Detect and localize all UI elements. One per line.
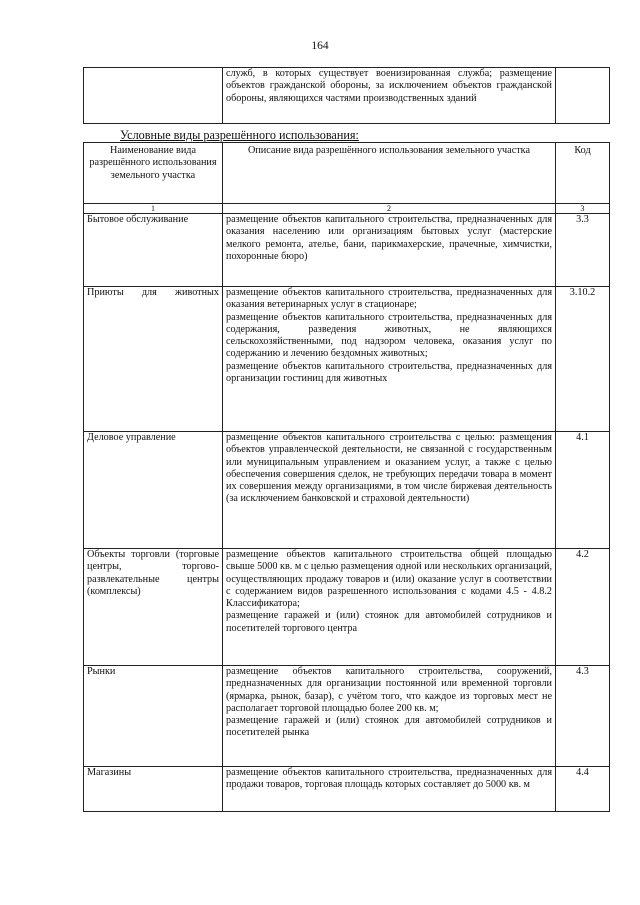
header-code: Код <box>556 143 610 204</box>
use-code-cell: 4.3 <box>556 666 610 767</box>
use-description-cell <box>223 549 556 666</box>
use-name-cell <box>84 432 223 549</box>
table-row <box>84 432 610 549</box>
description-paragraph: размещение объектов капитального строительства, предназначенных для содержания, разведения животных, не являющихся сельскохозяйственными, под надзором человека, оказания услуг по содержанию и лечению бездомных животных; <box>226 311 552 360</box>
use-description-cell <box>223 666 556 767</box>
column-number: 1 <box>84 204 223 214</box>
continuation-table <box>83 67 610 124</box>
use-name: Магазины <box>87 767 132 778</box>
header-name: Наименование вида разрешённого использования земельного участка <box>84 143 223 204</box>
description-paragraph: размещение объектов капитального строительства, предназначенных для оказания ветеринарных услуг в стационаре; <box>226 287 552 311</box>
description-paragraph: размещение объектов капитального строительства, сооружений, предназначенных для организации постоянной или временной торговли (ярмарка, рынок, базар), с учётом того, что каждое из торговых мест не располагает торговой площадью более 200 кв. м; <box>226 666 552 714</box>
use-name-cell <box>84 287 223 432</box>
use-description-cell <box>223 287 556 432</box>
description-paragraph: размещение объектов капитального строительства, предназначенных для организации гостиниц для животных <box>226 360 552 385</box>
description-paragraph: размещение гаражей и (или) стоянок для автомобилей сотрудников и посетителей торгового центра <box>226 610 552 634</box>
use-name: Бытовое обслуживание <box>87 214 189 225</box>
use-code-cell: 3.3 <box>556 214 610 287</box>
land-use-table <box>83 142 610 812</box>
description-paragraph: служб, в которых существует военизированная служба; размещение объектов гражданской обороны, за исключением объектов гражданской обороны, являющихся частями производственных зданий <box>226 68 552 104</box>
use-name: Объекты торговли (торговые центры, торгово-развлекательные центры (комплексы) <box>87 549 219 597</box>
table-row <box>84 214 610 287</box>
use-name: Приюты для животных <box>87 287 219 298</box>
use-name-cell <box>84 767 223 812</box>
continuation-description-cell <box>223 68 556 124</box>
header-row <box>84 143 610 204</box>
column-number-row <box>84 204 610 214</box>
column-number: 2 <box>223 204 556 214</box>
use-code-cell: 4.2 <box>556 549 610 666</box>
use-code-cell: 3.10.2 <box>556 287 610 432</box>
use-name: Рынки <box>87 666 116 677</box>
continuation-code-cell <box>556 68 610 124</box>
page-number: 164 <box>311 40 329 52</box>
use-name-cell <box>84 549 223 666</box>
table-row <box>84 287 610 432</box>
use-name-cell <box>84 666 223 767</box>
description-paragraph: размещение объектов капитального строительства, предназначенных для продажи товаров, торговая площадь которых составляет до 5000 кв. м <box>226 767 552 791</box>
section-title: Условные виды разрешённого использования: <box>120 128 359 142</box>
use-code-cell: 4.1 <box>556 432 610 549</box>
continuation-name-cell <box>84 68 223 124</box>
description-paragraph: размещение гаражей и (или) стоянок для автомобилей сотрудников и посетителей рынка <box>226 715 552 739</box>
table-row <box>84 68 610 124</box>
table-row <box>84 549 610 666</box>
use-description-cell <box>223 767 556 812</box>
use-description-cell <box>223 432 556 549</box>
use-name: Деловое управление <box>87 432 176 443</box>
description-paragraph: размещение объектов капитального строительства с целью: размещения объектов управленческой деятельности, не связанной с государственным или муниципальным управлением и оказанием услуг, а также с целью обеспечения совершения сделок, не требующих передачи товара в момент их совершения между организациями, в том числе биржевая деятельность (за исключением банковской и страховой деятельности) <box>226 432 552 505</box>
use-name-cell <box>84 214 223 287</box>
description-paragraph: размещение объектов капитального строительства общей площадью свыше 5000 кв. м с целью размещения одной или нескольких организаций, осуществляющих продажу товаров и (или) оказание услуг в соответствии с содержанием видов разрешенного использования с кодами 4.5 - 4.8.2 Классификатора; <box>226 549 552 610</box>
table-row <box>84 666 610 767</box>
header-description: Описание вида разрешённого использования земельного участка <box>223 143 556 204</box>
description-paragraph: размещение объектов капитального строительства, предназначенных для оказания населению или организациям бытовых услуг (мастерские мелкого ремонта, ателье, бани, парикмахерские, прачечные, химчистки, похоронные бюро) <box>226 214 552 262</box>
use-code-cell: 4.4 <box>556 767 610 812</box>
table-row <box>84 767 610 812</box>
use-description-cell <box>223 214 556 287</box>
column-number: 3 <box>556 204 610 214</box>
